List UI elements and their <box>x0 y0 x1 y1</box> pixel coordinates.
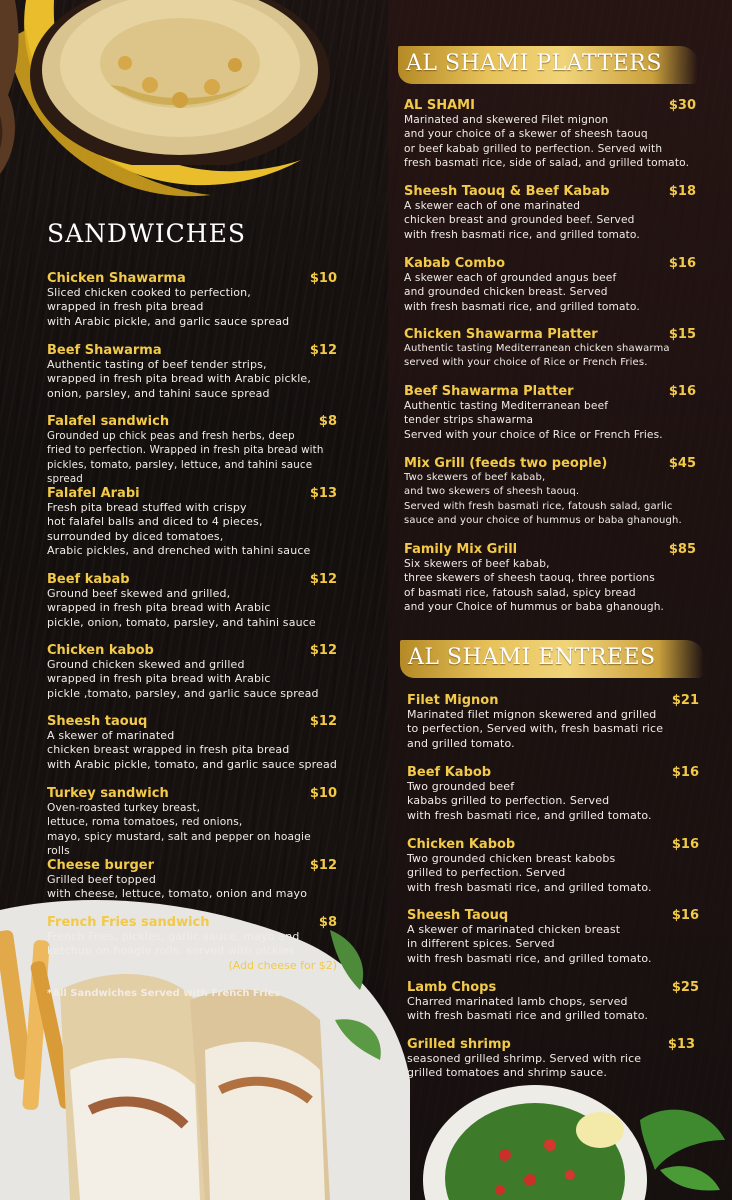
item-name: Falafel Arabi <box>47 486 140 501</box>
item-description: Two grounded beef kababs grilled to perfection. Served with fresh basmati rice, and grilled tomato. <box>407 780 652 822</box>
item-name: AL SHAMI <box>404 98 475 113</box>
menu-item <box>407 908 699 966</box>
menu-item <box>47 786 337 859</box>
item-name: Chicken Shawarma Platter <box>404 327 598 342</box>
item-price: $12 <box>309 343 337 358</box>
menu-item <box>404 184 696 242</box>
item-price: $85 <box>668 542 696 557</box>
item-name: Mix Grill (feeds two people) <box>404 456 608 471</box>
item-price: $30 <box>668 98 696 113</box>
item-description: Ground chicken skewed and grilled wrapped in fresh pita bread with Arabic pickle ,tomato, parsley, and garlic sauce spread <box>47 658 319 700</box>
item-description: Six skewers of beef kabab, three skewers of sheesh taouq, three portions of basmati rice, fatoush salad, spicy bread and your Choice of hummus or baba ghanough. <box>404 558 665 614</box>
item-name: Sheesh taouq <box>47 714 148 729</box>
item-name: Beef kabab <box>47 572 130 587</box>
item-name: Grilled shrimp <box>407 1037 511 1052</box>
item-name: Chicken Kabob <box>407 837 516 852</box>
item-name: Lamb Chops <box>407 980 497 995</box>
item-price: $21 <box>671 693 699 708</box>
item-price: $13 <box>667 1037 695 1052</box>
platters-heading: AL SHAMI PLATTERS <box>406 51 662 76</box>
menu-item <box>47 414 337 487</box>
item-description: Authentic tasting of beef tender strips, wrapped in fresh pita bread with Arabic pickle, onion, parsley, and tahini sauce spread <box>47 358 311 400</box>
item-description: Fresh pita bread stuffed with crispy hot falafel balls and diced to 4 pieces, surrounded by diced tomatoes, Arabic pickles, and drenched with tahini sauce <box>47 501 311 558</box>
item-name: French Fries sandwich <box>47 915 210 930</box>
menu-item <box>404 384 696 442</box>
item-name: Beef Kabob <box>407 765 492 780</box>
item-description: Authentic tasting Mediterranean beef tender strips shawarma Served with your choice of Rice or French Fries. <box>404 400 663 441</box>
menu-item <box>407 1037 695 1081</box>
item-price: $12 <box>309 643 337 658</box>
menu-item <box>407 980 699 1024</box>
item-name: Sheesh Taouq & Beef Kabab <box>404 184 610 199</box>
item-name: Family Mix Grill <box>404 542 518 557</box>
item-price: $12 <box>309 714 337 729</box>
item-price: $15 <box>668 327 696 342</box>
item-price: $10 <box>309 786 337 801</box>
item-name: Chicken Shawarma <box>47 271 186 286</box>
item-description: Charred marinated lamb chops, served with fresh basmati rice and grilled tomato. <box>407 995 649 1023</box>
item-price: $16 <box>668 256 696 271</box>
menu-item <box>407 837 699 895</box>
item-description: French Fries, pickles, garlic sauce, mayo and ketchup on hoagie rolls, served with pickles. <box>47 930 300 958</box>
item-price: $45 <box>668 456 696 471</box>
item-name: Filet Mignon <box>407 693 499 708</box>
item-price: $25 <box>671 980 699 995</box>
menu-item <box>404 456 696 529</box>
item-description: seasoned grilled shrimp. Served with rice grilled tomatoes and shrimp sauce. <box>407 1052 642 1080</box>
menu-item <box>407 765 699 823</box>
item-name: Beef Shawarma Platter <box>404 384 574 399</box>
entrees-heading: AL SHAMI ENTREES <box>408 645 656 670</box>
item-price: $18 <box>668 184 696 199</box>
menu-item <box>47 343 337 401</box>
item-description: A skewer each of grounded angus beef and grounded chicken breast. Served with fresh basmati rice, and grilled tomato. <box>404 272 640 313</box>
menu-item <box>47 271 337 329</box>
item-description: A skewer of marinated chicken breast wrapped in fresh pita bread with Arabic pickle, tomato, and garlic sauce spread <box>47 729 337 771</box>
menu-item <box>47 572 337 630</box>
item-price: $13 <box>309 486 337 501</box>
menu-item <box>47 858 337 902</box>
menu-item <box>404 98 696 171</box>
item-description: Grounded up chick peas and fresh herbs, deep fried to perfection. Wrapped in fresh pita bread with pickles, tomato, parsley, lettuce, and tahini sauce spread <box>47 430 324 486</box>
item-description: Marinated filet mignon skewered and grilled to perfection, Served with, fresh basmati rice and grilled tomato. <box>407 708 664 750</box>
item-description: A skewer each of one marinated chicken breast and grounded beef. Served with fresh basmati rice, and grilled tomato. <box>404 200 640 241</box>
menu-item <box>47 714 337 772</box>
entrees-heading-banner <box>400 640 704 678</box>
item-description: Two skewers of beef kabab, and two skewers of sheesh taouq. Served with fresh basmati rice, fatoush salad, garlic sauce and your choice of hummus or baba ghanough. <box>404 472 682 527</box>
platters-heading-banner <box>398 46 698 84</box>
menu-item <box>407 693 699 751</box>
menu-item <box>47 915 337 973</box>
item-description: Sliced chicken cooked to perfection, wrapped in fresh pita bread with Arabic pickle, and garlic sauce spread <box>47 286 290 328</box>
item-description: Grilled beef topped with cheese, lettuce, tomato, onion and mayo <box>47 873 308 901</box>
item-name: Cheese burger <box>47 858 155 873</box>
item-price: $12 <box>309 572 337 587</box>
menu-item <box>404 256 696 314</box>
item-description: Marinated and skewered Filet mignon and your choice of a skewer of sheesh taouq or beef kabab grilled to perfection. Served with fresh basmati rice, side of salad, and grilled tomato. <box>404 114 690 170</box>
item-name: Falafel sandwich <box>47 414 170 429</box>
item-price: $10 <box>309 271 337 286</box>
item-name: Turkey sandwich <box>47 786 169 801</box>
item-price: $8 <box>318 915 337 930</box>
item-price: $16 <box>671 908 699 923</box>
item-extra-note: (Add cheese for $2) <box>228 958 337 972</box>
menu-item <box>404 327 696 371</box>
menu-item <box>47 486 337 559</box>
item-description: Authentic tasting Mediterranean chicken shawarma served with your choice of Rice or French Fries. <box>404 343 670 369</box>
menu-item <box>404 542 696 615</box>
item-description: Ground beef skewed and grilled, wrapped in fresh pita bread with Arabic pickle, onion, tomato, parsley, and tahini sauce <box>47 587 316 629</box>
item-price: $16 <box>671 765 699 780</box>
menu-item <box>47 643 337 701</box>
item-price: $16 <box>671 837 699 852</box>
item-description: Oven-roasted turkey breast, lettuce, roma tomatoes, red onions, mayo, spicy mustard, salt and pepper on hoagie rolls <box>47 802 311 858</box>
item-description: Two grounded chicken breast kabobs grilled to perfection. Served with fresh basmati rice, and grilled tomato. <box>407 852 652 894</box>
item-description: A skewer of marinated chicken breast in different spices. Served with fresh basmati rice, and grilled tomato. <box>407 923 652 965</box>
sandwiches-heading: SANDWICHES <box>47 219 246 248</box>
item-name: Chicken kabob <box>47 643 154 658</box>
item-name: Beef Shawarma <box>47 343 162 358</box>
item-price: $16 <box>668 384 696 399</box>
sandwich-footnote: *All Sandwiches Served with French Fries <box>47 988 281 999</box>
item-name: Sheesh Taouq <box>407 908 509 923</box>
item-name: Kabab Combo <box>404 256 506 271</box>
item-price: $8 <box>318 414 337 429</box>
fried-food-image <box>0 0 30 190</box>
hummus-bowl-image <box>30 0 330 165</box>
tabbouleh-plate-image <box>410 1060 732 1200</box>
item-price: $12 <box>309 858 337 873</box>
